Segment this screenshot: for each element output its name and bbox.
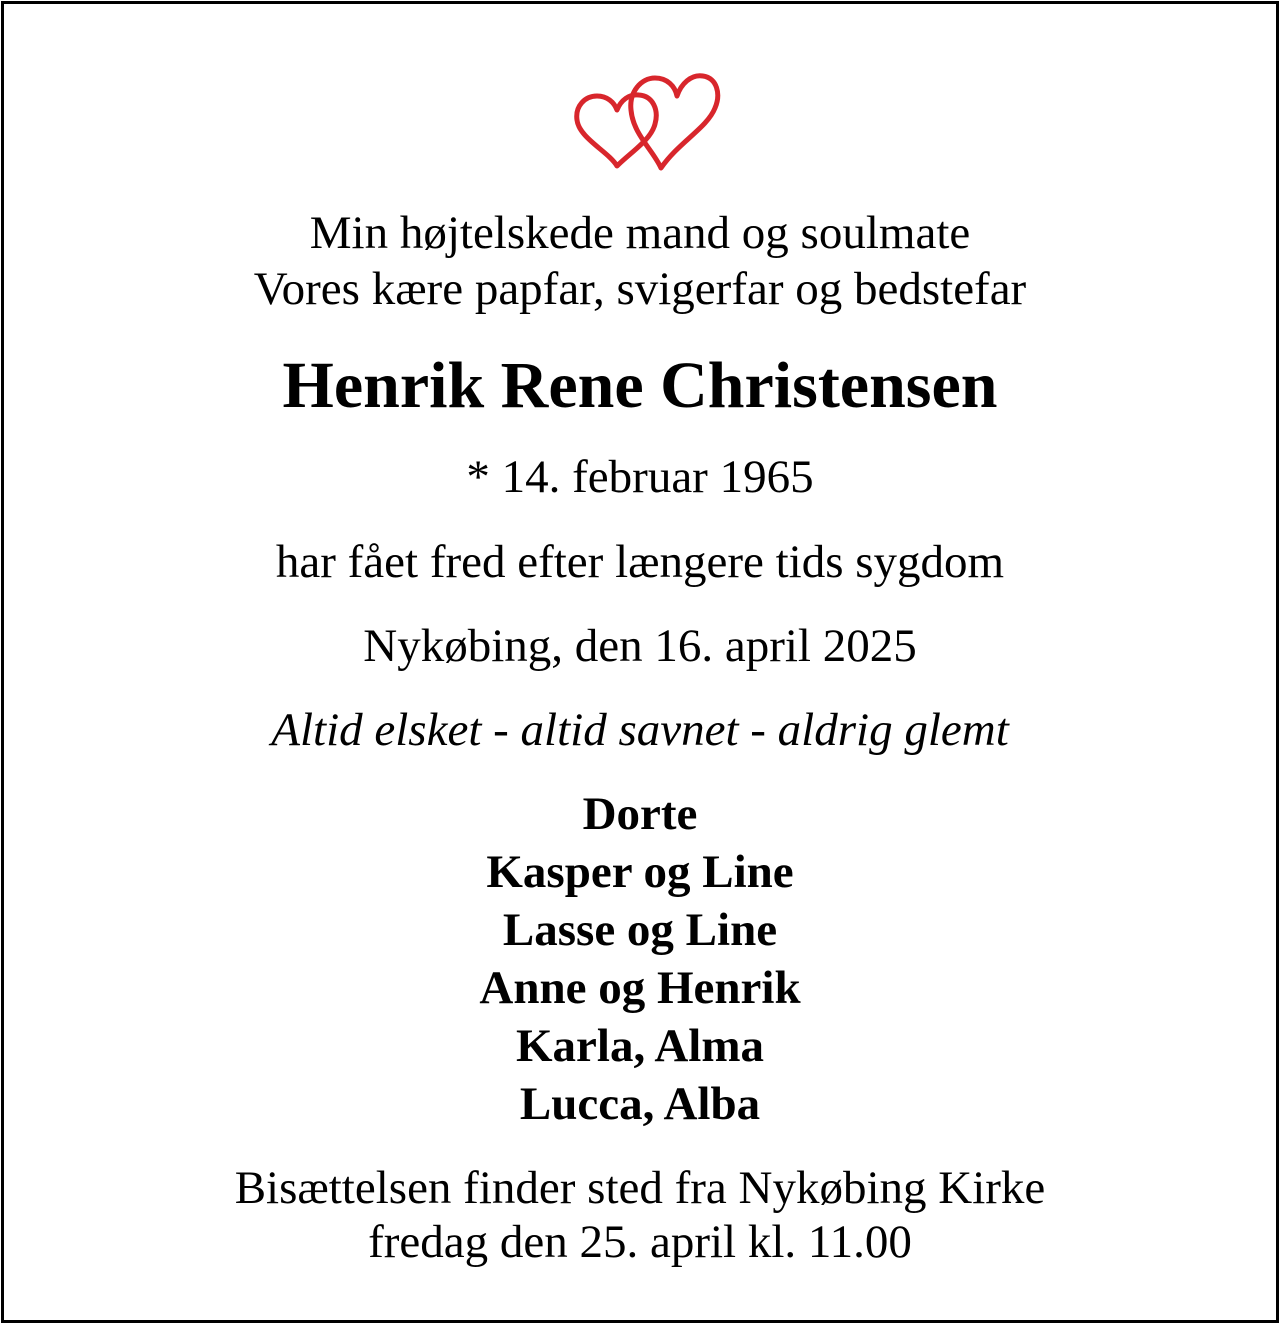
family-member: Anne og Henrik xyxy=(479,962,801,1014)
passing-text: har fået fred efter længere tids sygdom xyxy=(275,536,1005,588)
family-member: Karla, Alma xyxy=(515,1020,765,1072)
deceased-name: Henrik Rene Christensen xyxy=(282,349,998,422)
intro-text xyxy=(4,205,1276,317)
birth-date: * 14. februar 1965 xyxy=(466,451,814,503)
place-and-date: Nykøbing, den 16. april 2025 xyxy=(363,620,917,672)
family-signatures xyxy=(4,785,1276,1133)
family-member: Lucca, Alba xyxy=(519,1078,761,1130)
intro-line-1: Min højtelskede mand og soulmate xyxy=(309,207,971,259)
family-member: Lasse og Line xyxy=(502,904,778,956)
family-member: Dorte xyxy=(582,788,698,840)
motto: Altid elsket - altid savnet - aldrig glemt xyxy=(271,704,1009,756)
two-linked-hearts-icon xyxy=(569,62,721,174)
obituary-frame xyxy=(1,1,1279,1323)
funeral-line-2: fredag den 25. april kl. 11.00 xyxy=(368,1216,912,1268)
family-member: Kasper og Line xyxy=(486,846,794,898)
funeral-notice xyxy=(4,1161,1276,1269)
funeral-line-1: Bisættelsen finder sted fra Nykøbing Kirke xyxy=(234,1162,1046,1214)
intro-line-2: Vores kære papfar, svigerfar og bedstefar xyxy=(253,263,1027,315)
